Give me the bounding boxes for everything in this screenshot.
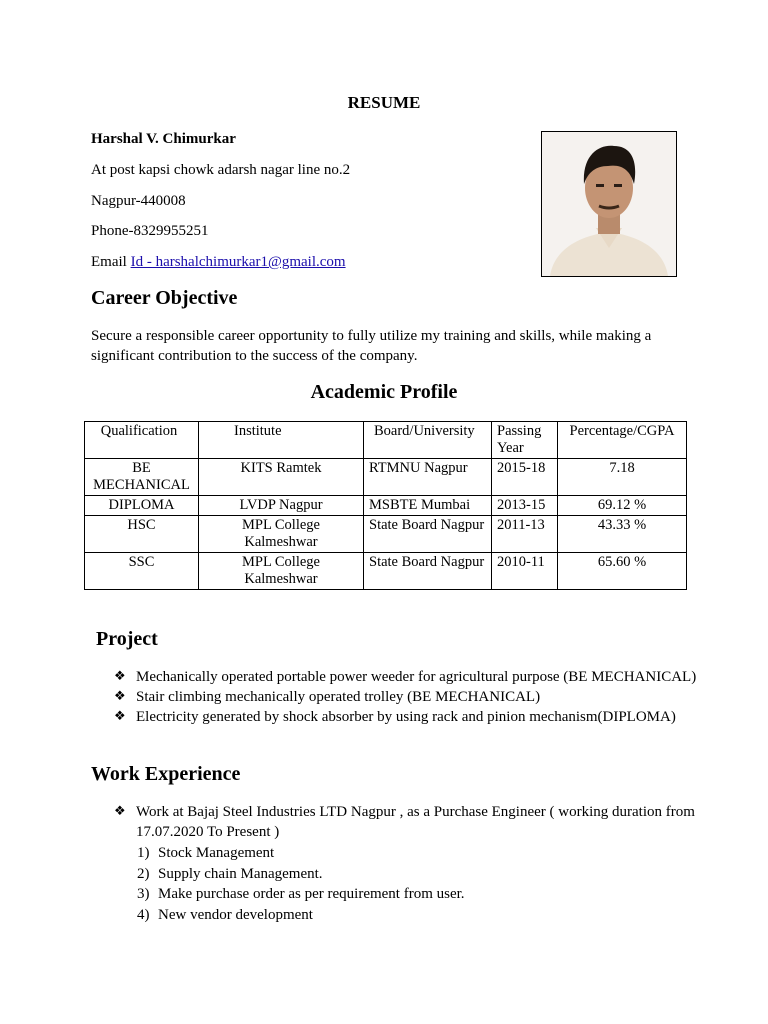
diamond-bullet-icon: ❖ [114, 689, 126, 704]
work-heading: Work Experience [91, 763, 241, 785]
cell-board: State Board Nagpur [364, 516, 492, 553]
career-text: Secure a responsible career opportunity to fully utilize my training and skills, while making a significant contribution to the success of the company. [91, 328, 652, 364]
cell-board: MSBTE Mumbai [364, 496, 492, 516]
cell-board: State Board Nagpur [364, 553, 492, 590]
work-list [114, 802, 704, 842]
academic-heading: Academic Profile [310, 381, 458, 403]
table-row [85, 553, 687, 590]
header-institute: Institute [199, 422, 364, 459]
list-item: ❖ Work at Bajaj Steel Industries LTD Nagpur , as a Purchase Engineer ( working duration from 17.07.2020 To Present ) [114, 804, 695, 840]
table-row [85, 459, 687, 496]
candidate-name: Harshal V. Chimurkar [91, 131, 236, 147]
email-link[interactable]: Id - harshalchimurkar1@gmail.com [130, 254, 346, 270]
cell-year: 2011-13 [492, 516, 558, 553]
academic-table [84, 421, 687, 590]
cell-qualification: DIPLOMA [85, 496, 199, 516]
table-header-row [85, 422, 687, 459]
list-item: ❖ Electricity generated by shock absorber by using rack and pinion mechanism(DIPLOMA) [114, 709, 676, 725]
list-item: 4) New vendor development [137, 906, 313, 923]
cell-qualification: HSC [85, 516, 199, 553]
city-line: Nagpur-440008 [91, 193, 186, 209]
cell-percentage: 43.33 % [558, 516, 687, 553]
list-item: 1) Stock Management [137, 845, 275, 861]
work-tasks [137, 843, 465, 925]
career-heading: Career Objective [91, 287, 238, 309]
portrait-illustration [542, 132, 676, 276]
cell-percentage: 69.12 % [558, 496, 687, 516]
list-item: ❖ Stair climbing mechanically operated trolley (BE MECHANICAL) [114, 689, 541, 705]
cell-institute: MPL College Kalmeshwar [199, 553, 364, 590]
cell-board: RTMNU Nagpur [364, 459, 492, 496]
diamond-bullet-icon: ❖ [114, 709, 126, 724]
header-percentage: Percentage/CGPA [558, 422, 687, 459]
cell-year: 2010-11 [492, 553, 558, 590]
address-line: At post kapsi chowk adarsh nagar line no.2 [91, 162, 351, 178]
resume-title: RESUME [347, 93, 421, 112]
project-heading: Project [96, 628, 158, 650]
cell-percentage: 65.60 % [558, 553, 687, 590]
header-passing-year: Passing Year [492, 422, 558, 459]
header-qualification: Qualification [85, 422, 199, 459]
diamond-bullet-icon: ❖ [114, 669, 126, 684]
email-label: Email [91, 254, 131, 270]
cell-year: 2013-15 [492, 496, 558, 516]
list-item: 2) Supply chain Management. [137, 865, 323, 882]
project-list [114, 667, 704, 727]
table-row [85, 516, 687, 553]
cell-institute: MPL College Kalmeshwar [199, 516, 364, 553]
table-row [85, 496, 687, 516]
email-line [91, 254, 346, 271]
list-item: 3) Make purchase order as per requirement from user. [137, 886, 465, 902]
phone-line: Phone-8329955251 [91, 223, 209, 239]
cell-institute: KITS Ramtek [199, 459, 364, 496]
header-board: Board/University [364, 422, 492, 459]
cell-percentage: 7.18 [558, 459, 687, 496]
list-item: ❖ Mechanically operated portable power weeder for agricultural purpose (BE MECHANICAL) [114, 669, 697, 685]
cell-qualification: SSC [85, 553, 199, 590]
cell-year: 2015-18 [492, 459, 558, 496]
cell-qualification: BE MECHANICAL [85, 459, 199, 496]
profile-photo [541, 131, 677, 277]
cell-institute: LVDP Nagpur [199, 496, 364, 516]
diamond-bullet-icon: ❖ [114, 804, 126, 819]
